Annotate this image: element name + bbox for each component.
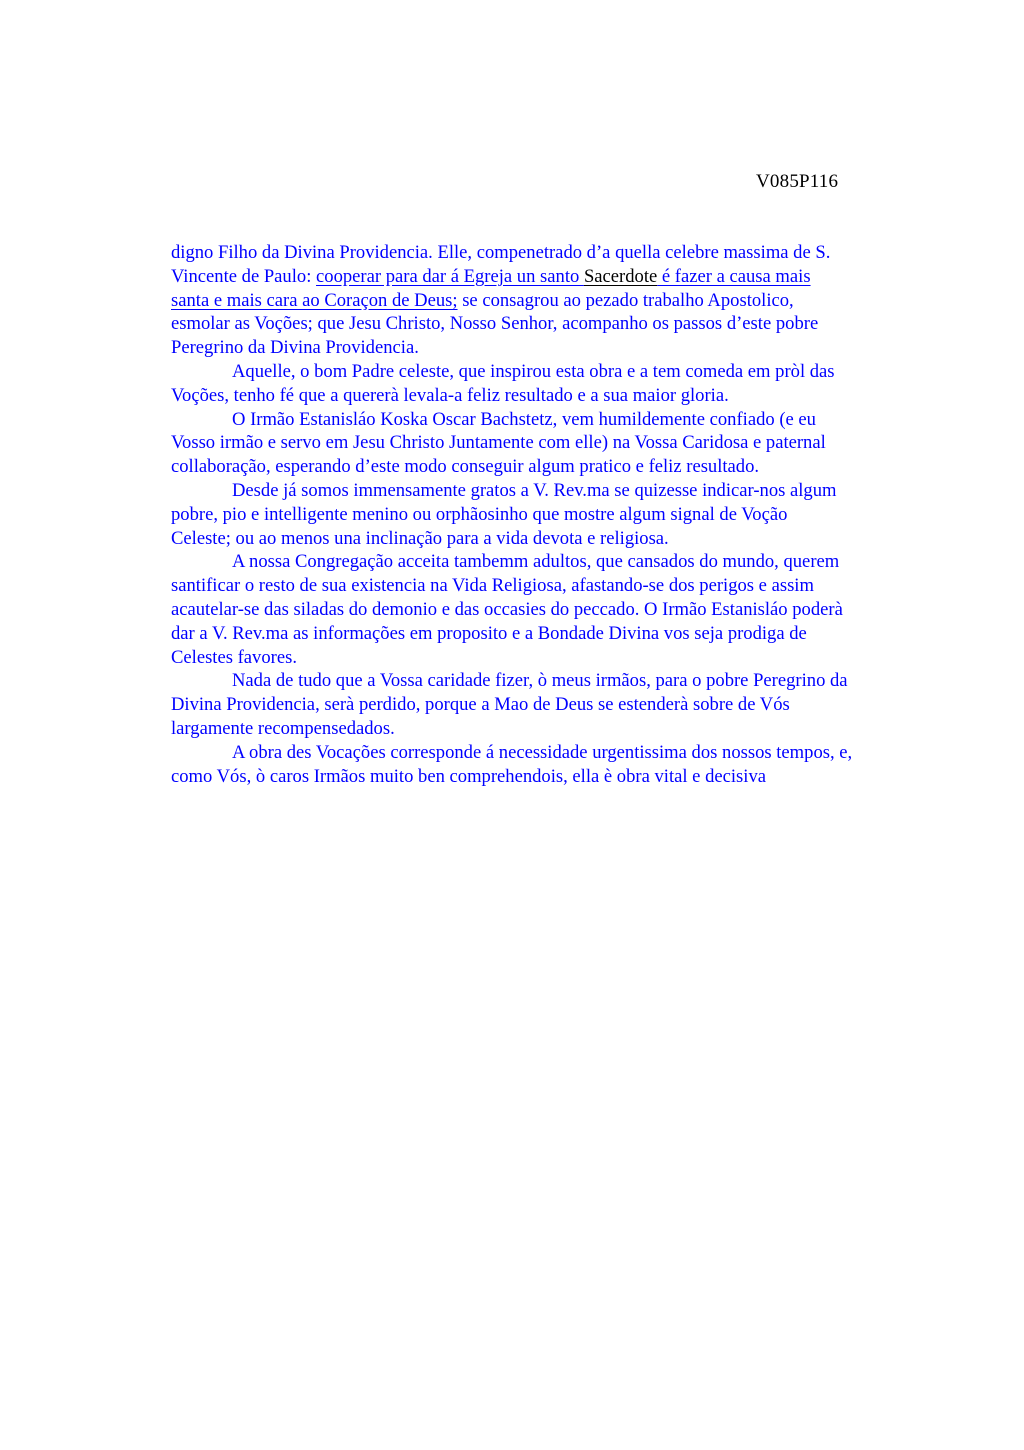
text-line: A obra des Vocações corresponde á necessidade urgentissima dos nossos tempos, e, — [232, 741, 853, 763]
underlined-word-sacerdote: Sacerdote — [583, 265, 658, 287]
text-line: Divina Providencia, serà perdido, porque a Mao de Deus se estenderà sobre de Vós — [171, 694, 790, 716]
text-line: largamente recompensedados. — [171, 717, 395, 739]
text-span: Vincente de Paulo: — [171, 265, 317, 287]
paragraph-1 — [171, 241, 939, 360]
text-line: Vosso irmão e servo em Jesu Christo Juntamente com elle) na Vossa Caridosa e paternal — [171, 432, 826, 454]
text-line — [171, 289, 939, 313]
text-line: collaboração, esperando d’este modo conseguir algum pratico e feliz resultado. — [171, 456, 760, 478]
paragraph-2 — [171, 360, 939, 408]
paragraph-3 — [171, 408, 939, 479]
text-line: A nossa Congregação acceita tambemm adultos, que cansados do mundo, querem — [232, 551, 840, 573]
text-line: Aquelle, o bom Padre celeste, que inspirou esta obra e a tem comeda em pròl das — [232, 360, 835, 382]
page-reference: V085P116 — [756, 171, 839, 192]
text-line: Nada de tudo que a Vossa caridade fizer, ò meus irmãos, para o pobre Peregrino da — [232, 670, 848, 692]
text-line: acautelar-se das siladas do demonio e das occasies do peccado. O Irmão Estanisláo poderà — [171, 598, 843, 620]
underlined-quote: santa e mais cara ao Coraçon de Deus; — [171, 289, 458, 311]
text-line — [171, 265, 939, 289]
text-line: dar a V. Rev.ma as informações em proposito e a Bondade Divina vos seja prodiga de — [171, 622, 807, 644]
text-line: como Vós, ò caros Irmãos muito ben comprehendois, ella è obra vital e decisiva — [171, 765, 766, 787]
text-span: se consagrou ao pezado trabalho Apostolico, — [457, 289, 794, 311]
text-line: Voções, tenho fé que a quererà levala-a feliz resultado e a sua maior gloria. — [171, 384, 729, 406]
text-line: pobre, pio e intelligente menino ou orphãosinho que mostre algum signal de Voção — [171, 503, 788, 525]
text-line: digno Filho da Divina Providencia. Elle, compenetrado d’a quella celebre massima de S. — [171, 242, 831, 263]
text-line: Desde já somos immensamente gratos a V. Rev.ma se quizesse indicar-nos algum — [232, 479, 837, 501]
underlined-quote: é fazer a causa mais — [657, 265, 811, 287]
text-line: Celeste; ou ao menos una inclinação para a vida devota e religiosa. — [171, 527, 669, 549]
underlined-quote: cooperar para dar á Egreja un santo — [316, 265, 584, 287]
text-line: santificar o resto de sua existencia na Vida Religiosa, afastando-se dos perigos e assim — [171, 575, 814, 597]
text-line: Peregrino da Divina Providencia. — [171, 337, 419, 359]
paragraph-7 — [171, 741, 939, 789]
document-body — [171, 241, 939, 788]
paragraph-6 — [171, 669, 939, 740]
paragraph-4 — [171, 479, 939, 550]
text-line: O Irmão Estanisláo Koska Oscar Bachstetz, vem humildemente confiado (e eu — [232, 408, 816, 430]
text-line: Celestes favores. — [171, 646, 297, 668]
paragraph-5 — [171, 550, 939, 669]
text-line: esmolar as Voções; que Jesu Christo, Nosso Senhor, acompanho os passos d’este pobre — [171, 313, 819, 335]
